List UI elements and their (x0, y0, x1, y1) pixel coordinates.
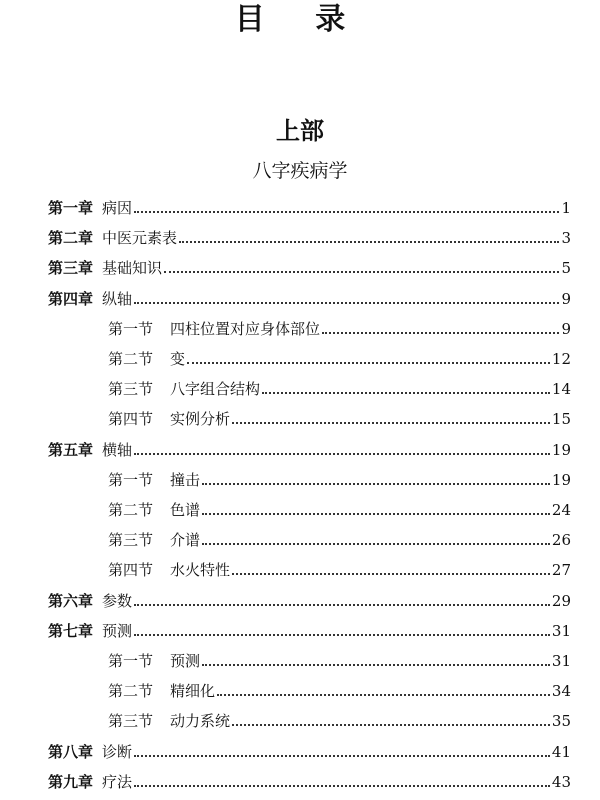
toc-chapter-entry (48, 736, 571, 762)
entry-title: 疗法 (102, 772, 133, 791)
entry-page-number: 12 (551, 350, 571, 368)
entry-title: 基础知识 (102, 259, 163, 278)
entry-number: 第四章 (48, 289, 94, 308)
entry-number: 第四节 (108, 410, 154, 429)
dot-leader (164, 271, 559, 273)
dot-leader (179, 241, 559, 243)
dot-leader (232, 422, 550, 424)
toc-section-entry (108, 343, 571, 369)
entry-title: 变 (170, 350, 186, 368)
entry-page-number: 26 (551, 531, 571, 550)
part-heading: 上部 (276, 117, 324, 145)
dot-leader (134, 755, 550, 757)
entry-page-number: 41 (551, 742, 571, 761)
dot-leader (322, 332, 559, 334)
dot-leader (232, 724, 550, 726)
entry-title: 参数 (102, 591, 133, 610)
entry-title: 预测 (102, 621, 133, 640)
dot-leader (134, 634, 550, 636)
dot-leader (262, 392, 550, 394)
entry-title: 八字组合结构 (170, 380, 261, 399)
dot-leader (202, 513, 550, 515)
toc-section-entry (108, 313, 571, 339)
toc-section-entry (108, 403, 571, 429)
entry-title: 撞击 (170, 470, 201, 489)
entry-page-number: 3 (561, 229, 571, 248)
entry-title: 水火特性 (170, 561, 231, 580)
toc-chapter-entry (48, 434, 571, 460)
entry-page-number: 5 (561, 259, 571, 278)
entry-title: 实例分析 (170, 410, 231, 429)
entry-page-number: 1 (561, 199, 571, 217)
toc-section-entry (108, 373, 571, 399)
entry-page-number: 35 (551, 712, 571, 731)
toc-section-entry (108, 464, 571, 490)
entry-page-number: 43 (551, 772, 571, 791)
dot-leader (134, 453, 550, 455)
dot-leader (202, 483, 550, 485)
dot-leader (217, 694, 550, 696)
toc-section-entry (108, 524, 571, 550)
entry-title: 中医元素表 (102, 229, 178, 248)
entry-page-number: 9 (561, 319, 571, 338)
entry-page-number: 29 (551, 591, 571, 610)
toc-chapter-entry (48, 615, 571, 641)
toc-chapter-entry (48, 192, 571, 218)
entry-title: 动力系统 (170, 712, 231, 731)
entry-page-number: 14 (551, 380, 571, 399)
toc-chapter-entry (48, 283, 571, 309)
entry-title: 纵轴 (102, 289, 133, 308)
dot-leader (202, 664, 550, 666)
entry-title: 病因 (102, 199, 133, 217)
dot-leader (134, 302, 559, 304)
entry-number: 第九章 (48, 772, 94, 791)
entry-number: 第三章 (48, 259, 94, 278)
toc-section-entry (108, 645, 571, 671)
entry-page-number: 31 (551, 652, 571, 670)
dot-leader (134, 604, 550, 606)
entry-title: 横轴 (102, 440, 133, 459)
entry-title: 介谱 (170, 531, 201, 550)
dot-leader (202, 543, 550, 545)
entry-page-number: 27 (551, 561, 571, 580)
dot-leader (134, 211, 559, 213)
entry-title: 色谱 (170, 501, 201, 519)
entry-number: 第三节 (108, 712, 154, 731)
entry-number: 第三节 (108, 531, 154, 550)
entry-title: 精细化 (170, 682, 216, 701)
entry-number: 第二章 (48, 229, 94, 248)
entry-page-number: 19 (551, 440, 571, 459)
entry-title: 四柱位置对应身体部位 (170, 319, 321, 338)
entry-page-number: 31 (551, 621, 571, 640)
toc-chapter-entry (48, 766, 571, 792)
toc-section-entry (108, 554, 571, 580)
entry-number: 第五章 (48, 440, 94, 459)
toc-section-entry (108, 675, 571, 701)
entry-number: 第四节 (108, 561, 154, 580)
entry-page-number: 19 (551, 470, 571, 489)
toc-section-entry (108, 494, 571, 520)
dot-leader (187, 362, 550, 364)
entry-number: 第一节 (108, 470, 154, 489)
entry-title: 诊断 (102, 742, 133, 761)
entry-number: 第二节 (108, 350, 154, 368)
dot-leader (134, 785, 550, 787)
toc-chapter-entry (48, 585, 571, 611)
entry-number: 第七章 (48, 621, 94, 640)
dot-leader (232, 573, 550, 575)
toc-chapter-entry (48, 222, 571, 248)
entry-number: 第二节 (108, 682, 154, 701)
toc-chapter-entry (48, 252, 571, 278)
entry-number: 第一章 (48, 199, 94, 217)
entry-number: 第二节 (108, 501, 154, 519)
entry-number: 第六章 (48, 591, 94, 610)
toc-section-entry (108, 705, 571, 731)
entry-number: 第一节 (108, 319, 154, 338)
entry-number: 第八章 (48, 742, 94, 761)
entry-page-number: 24 (551, 501, 571, 519)
entry-page-number: 15 (551, 410, 571, 429)
entry-number: 第一节 (108, 652, 154, 670)
entry-page-number: 9 (561, 289, 571, 308)
page-title: 目 录 (234, 2, 366, 37)
entry-page-number: 34 (551, 682, 571, 701)
entry-title: 预测 (170, 652, 201, 670)
entry-number: 第三节 (108, 380, 154, 399)
part-subtitle: 八字疾病学 (252, 160, 348, 182)
